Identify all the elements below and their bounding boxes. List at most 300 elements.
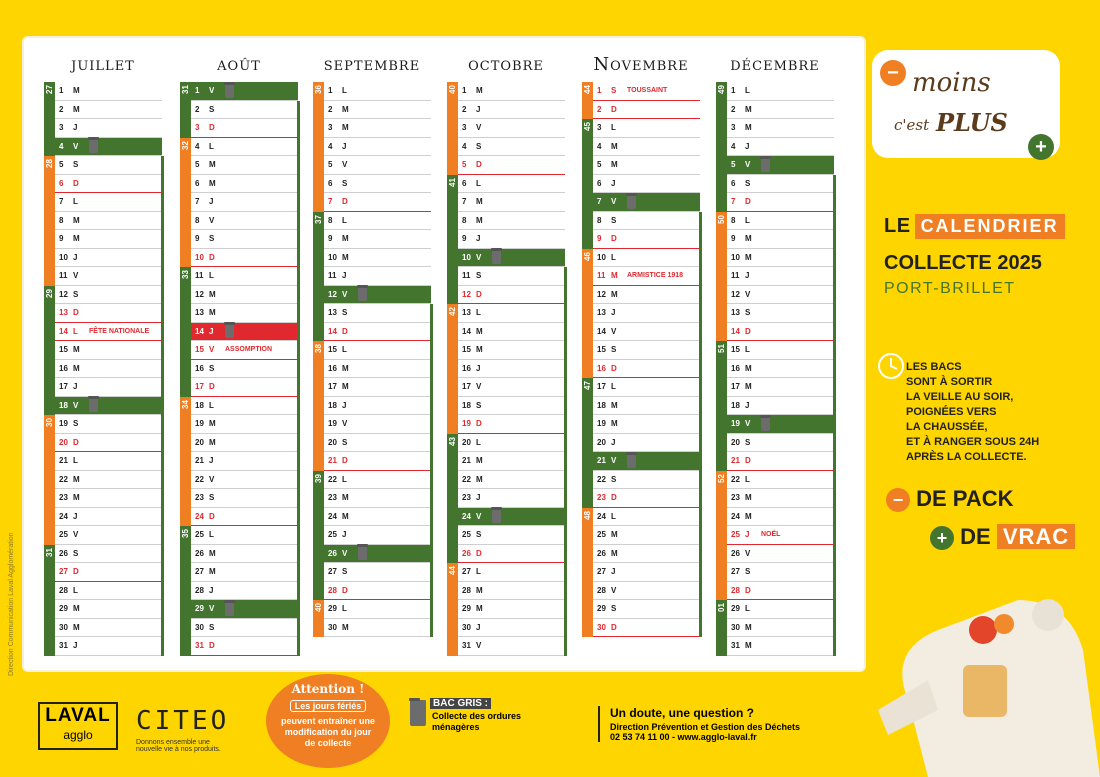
day-number: 22 bbox=[59, 474, 68, 484]
day-number: 5 bbox=[195, 160, 200, 170]
day-of-week: L bbox=[476, 567, 481, 577]
day-row bbox=[582, 563, 700, 582]
grey-bin-icon bbox=[492, 250, 501, 264]
day-of-week: L bbox=[73, 326, 78, 336]
day-of-week: D bbox=[342, 585, 348, 595]
day-row bbox=[180, 545, 298, 564]
day-number: 15 bbox=[731, 345, 740, 355]
day-of-week: M bbox=[73, 234, 80, 244]
week-number-bar bbox=[180, 138, 191, 268]
day-row bbox=[716, 600, 834, 619]
day-number: 27 bbox=[195, 567, 204, 577]
day-of-week: J bbox=[476, 104, 481, 114]
day-number: 7 bbox=[59, 197, 64, 207]
day-number: 11 bbox=[59, 271, 68, 281]
day-number: 11 bbox=[731, 271, 740, 281]
day-row bbox=[716, 489, 834, 508]
day-number: 14 bbox=[462, 326, 471, 336]
grey-bin-icon bbox=[358, 546, 367, 560]
day-number: 11 bbox=[597, 271, 606, 281]
day-of-week: V bbox=[342, 289, 348, 299]
grey-bin-icon bbox=[225, 602, 234, 616]
day-row bbox=[447, 267, 565, 286]
day-number: 6 bbox=[195, 178, 200, 188]
day-row bbox=[582, 286, 700, 305]
day-row bbox=[313, 360, 431, 379]
month-column bbox=[716, 48, 834, 656]
month-column bbox=[447, 48, 565, 656]
day-of-week: V bbox=[209, 474, 215, 484]
day-of-week: D bbox=[209, 641, 215, 651]
day-row bbox=[447, 471, 565, 490]
day-row bbox=[716, 82, 834, 101]
day-number: 25 bbox=[597, 530, 606, 540]
day-of-week: D bbox=[209, 123, 215, 133]
day-of-week: L bbox=[745, 604, 750, 614]
day-row bbox=[313, 230, 431, 249]
day-number: 10 bbox=[731, 252, 740, 262]
day-row bbox=[44, 156, 162, 175]
day-number: 3 bbox=[195, 123, 200, 133]
day-of-week: V bbox=[745, 160, 751, 170]
day-number: 17 bbox=[597, 382, 606, 392]
grey-bin-icon bbox=[225, 84, 234, 98]
day-row bbox=[313, 323, 431, 342]
day-row bbox=[44, 249, 162, 268]
day-number: 25 bbox=[731, 530, 740, 540]
logo-moins-text: moins bbox=[912, 68, 991, 98]
week-number-bar bbox=[447, 175, 458, 305]
day-of-week: J bbox=[745, 530, 750, 540]
day-of-week: D bbox=[73, 308, 79, 318]
week-number: 44 bbox=[448, 566, 457, 575]
week-number: 32 bbox=[181, 140, 190, 150]
week-number: 45 bbox=[583, 122, 592, 131]
day-number: 23 bbox=[462, 493, 471, 503]
pack-line-1: − DE PACK bbox=[886, 486, 1014, 512]
day-row bbox=[313, 526, 431, 545]
collection-period-line bbox=[297, 101, 300, 656]
day-of-week: V bbox=[73, 530, 79, 540]
day-of-week: V bbox=[611, 585, 617, 595]
day-of-week: D bbox=[611, 493, 617, 503]
day-number: 14 bbox=[731, 326, 740, 336]
day-of-week: D bbox=[73, 567, 79, 577]
day-of-week: M bbox=[476, 345, 483, 355]
day-number: 8 bbox=[59, 215, 64, 225]
day-row bbox=[582, 508, 700, 527]
day-row bbox=[313, 619, 431, 638]
day-number: 25 bbox=[195, 530, 204, 540]
minus-badge-icon: − bbox=[886, 488, 910, 512]
day-row bbox=[716, 563, 834, 582]
day-of-week: M bbox=[476, 326, 483, 336]
day-number: 28 bbox=[195, 585, 204, 595]
day-of-week: L bbox=[476, 308, 481, 318]
day-of-week: M bbox=[476, 215, 483, 225]
day-of-week: M bbox=[745, 493, 752, 503]
day-number: 20 bbox=[597, 437, 606, 447]
day-number: 18 bbox=[597, 400, 606, 410]
day-number: 3 bbox=[462, 123, 467, 133]
day-number: 9 bbox=[59, 234, 64, 244]
week-number: 50 bbox=[717, 214, 726, 224]
month-name: juillet bbox=[71, 54, 135, 75]
day-number: 13 bbox=[195, 308, 204, 318]
instruction-line: LA CHAUSSÉE, bbox=[906, 421, 988, 433]
day-of-week: S bbox=[209, 493, 215, 503]
day-of-week: M bbox=[476, 456, 483, 466]
day-row bbox=[180, 378, 298, 397]
day-row bbox=[180, 360, 298, 379]
day-row bbox=[447, 341, 565, 360]
day-of-week: L bbox=[209, 271, 214, 281]
week-number-bar bbox=[313, 600, 324, 637]
day-number: 19 bbox=[462, 419, 471, 429]
week-number-bar bbox=[44, 156, 55, 286]
day-of-week: J bbox=[73, 511, 78, 521]
day-row bbox=[716, 360, 834, 379]
day-of-week: L bbox=[611, 511, 616, 521]
day-row bbox=[716, 175, 834, 194]
week-number-bar bbox=[44, 415, 55, 545]
day-number: 22 bbox=[597, 474, 606, 484]
day-of-week: M bbox=[476, 197, 483, 207]
day-number: 2 bbox=[597, 104, 602, 114]
month-column bbox=[582, 48, 700, 637]
day-of-week: J bbox=[73, 382, 78, 392]
day-row bbox=[582, 619, 700, 638]
day-row bbox=[313, 193, 431, 212]
instruction-line: SONT À SORTIR bbox=[906, 376, 993, 388]
day-row bbox=[180, 526, 298, 545]
day-number: 16 bbox=[195, 363, 204, 373]
day-number: 14 bbox=[597, 326, 606, 336]
day-row bbox=[44, 360, 162, 379]
day-number: 6 bbox=[59, 178, 64, 188]
day-of-week: D bbox=[745, 326, 751, 336]
day-of-week: S bbox=[745, 437, 751, 447]
day-row bbox=[582, 526, 700, 545]
week-number: 41 bbox=[448, 177, 457, 187]
day-row bbox=[447, 600, 565, 619]
day-number: 3 bbox=[59, 123, 64, 133]
day-row bbox=[44, 619, 162, 638]
day-number: 16 bbox=[328, 363, 337, 373]
day-number: 5 bbox=[328, 160, 333, 170]
plus-badge-icon: + bbox=[930, 526, 954, 550]
day-of-week: M bbox=[342, 493, 349, 503]
day-row bbox=[447, 434, 565, 453]
day-number: 25 bbox=[328, 530, 337, 540]
day-of-week: S bbox=[611, 215, 617, 225]
day-row bbox=[716, 193, 834, 212]
week-number-bar bbox=[582, 508, 593, 638]
day-of-week: M bbox=[476, 86, 483, 96]
day-number: 22 bbox=[195, 474, 204, 484]
day-of-week: S bbox=[209, 622, 215, 632]
day-of-week: D bbox=[209, 252, 215, 262]
citeo-logo: CITEO Donnons ensemble une nouvelle vie à nos produits. bbox=[136, 706, 230, 753]
week-number: 36 bbox=[314, 85, 323, 94]
week-number-bar bbox=[313, 212, 324, 342]
day-row bbox=[447, 637, 565, 656]
day-number: 12 bbox=[195, 289, 204, 299]
day-number: 17 bbox=[462, 382, 471, 392]
day-row bbox=[582, 249, 700, 268]
day-of-week: M bbox=[611, 141, 618, 151]
week-number: 31 bbox=[45, 547, 54, 557]
grey-bin-icon bbox=[358, 287, 367, 301]
day-row bbox=[447, 304, 565, 323]
day-of-week: L bbox=[611, 123, 616, 133]
day-number: 25 bbox=[462, 530, 471, 540]
day-of-week: J bbox=[476, 622, 481, 632]
day-row bbox=[447, 323, 565, 342]
day-row bbox=[180, 249, 298, 268]
day-number: 24 bbox=[731, 511, 740, 521]
day-of-week: L bbox=[745, 345, 750, 355]
day-row bbox=[313, 415, 431, 434]
month-name: octobre bbox=[468, 54, 544, 75]
day-number: 8 bbox=[195, 215, 200, 225]
day-row bbox=[582, 119, 700, 138]
day-of-week: V bbox=[73, 141, 79, 151]
day-of-week: D bbox=[209, 382, 215, 392]
day-row bbox=[582, 397, 700, 416]
day-number: 1 bbox=[328, 86, 333, 96]
title-line-1: LE CALENDRIER bbox=[884, 214, 1065, 239]
day-row bbox=[180, 452, 298, 471]
day-row bbox=[582, 545, 700, 564]
day-of-week: V bbox=[745, 419, 751, 429]
moins-cest-plus-logo bbox=[872, 50, 1060, 158]
vrac-bag-illustration bbox=[868, 560, 1100, 777]
day-row bbox=[44, 212, 162, 231]
contact-block: Un doute, une question ? Direction Prévention et Gestion des Déchets 02 53 74 11 00 - www.agglo-laval.fr bbox=[598, 706, 800, 742]
day-number: 27 bbox=[462, 567, 471, 577]
day-number: 15 bbox=[59, 345, 68, 355]
day-of-week: J bbox=[342, 271, 347, 281]
day-of-week: S bbox=[611, 474, 617, 484]
day-number: 21 bbox=[597, 456, 606, 466]
day-number: 2 bbox=[462, 104, 467, 114]
day-row bbox=[582, 323, 700, 342]
day-number: 29 bbox=[59, 604, 68, 614]
day-number: 10 bbox=[597, 252, 606, 262]
day-of-week: M bbox=[476, 474, 483, 484]
day-of-week: D bbox=[611, 104, 617, 114]
day-of-week: M bbox=[342, 511, 349, 521]
day-number: 17 bbox=[731, 382, 740, 392]
day-of-week: V bbox=[611, 326, 617, 336]
day-of-week: J bbox=[611, 178, 616, 188]
day-number: 26 bbox=[328, 548, 337, 558]
day-row bbox=[716, 323, 834, 342]
day-of-week: D bbox=[73, 178, 79, 188]
day-of-week: M bbox=[73, 363, 80, 373]
day-number: 29 bbox=[328, 604, 337, 614]
day-number: 24 bbox=[59, 511, 68, 521]
week-number-bar bbox=[180, 526, 191, 656]
day-number: 16 bbox=[462, 363, 471, 373]
day-number: 30 bbox=[597, 622, 606, 632]
day-row bbox=[44, 526, 162, 545]
attention-badge: Attention ! Les jours fériés peuvent entraîner une modification du jour de collecte bbox=[266, 674, 390, 768]
instruction-line: APRÈS LA COLLECTE. bbox=[906, 451, 1027, 463]
day-number: 22 bbox=[328, 474, 337, 484]
day-number: 5 bbox=[59, 160, 64, 170]
day-of-week: D bbox=[745, 197, 751, 207]
day-of-week: J bbox=[342, 141, 347, 151]
day-row bbox=[44, 138, 162, 157]
day-row bbox=[447, 415, 565, 434]
day-row bbox=[180, 489, 298, 508]
day-of-week: M bbox=[611, 289, 618, 299]
day-row bbox=[582, 193, 700, 212]
day-number: 14 bbox=[59, 326, 68, 336]
day-row bbox=[716, 286, 834, 305]
day-of-week: M bbox=[73, 104, 80, 114]
day-of-week: V bbox=[476, 382, 482, 392]
day-of-week: M bbox=[342, 234, 349, 244]
day-number: 18 bbox=[731, 400, 740, 410]
day-row bbox=[44, 193, 162, 212]
day-row bbox=[313, 563, 431, 582]
week-number-bar bbox=[44, 82, 55, 156]
day-of-week: L bbox=[209, 400, 214, 410]
day-of-week: J bbox=[476, 234, 481, 244]
day-row bbox=[180, 508, 298, 527]
day-row bbox=[44, 415, 162, 434]
day-row bbox=[44, 545, 162, 564]
day-number: 21 bbox=[195, 456, 204, 466]
day-row bbox=[447, 212, 565, 231]
day-row bbox=[582, 600, 700, 619]
day-number: 8 bbox=[462, 215, 467, 225]
day-of-week: M bbox=[745, 622, 752, 632]
day-row bbox=[44, 304, 162, 323]
week-number-bar bbox=[716, 212, 727, 342]
day-row bbox=[44, 267, 162, 286]
day-number: 29 bbox=[597, 604, 606, 614]
day-row bbox=[582, 156, 700, 175]
day-row bbox=[44, 230, 162, 249]
day-of-week: V bbox=[209, 604, 215, 614]
day-number: 4 bbox=[328, 141, 333, 151]
day-number: 23 bbox=[597, 493, 606, 503]
month-name: septembre bbox=[323, 54, 421, 75]
day-row bbox=[447, 286, 565, 305]
day-number: 28 bbox=[328, 585, 337, 595]
day-of-week: V bbox=[611, 456, 617, 466]
day-row bbox=[313, 582, 431, 601]
day-number: 27 bbox=[731, 567, 740, 577]
day-row bbox=[44, 286, 162, 305]
day-of-week: M bbox=[745, 382, 752, 392]
day-row bbox=[582, 101, 700, 120]
day-number: 7 bbox=[195, 197, 200, 207]
day-of-week: L bbox=[476, 437, 481, 447]
day-number: 6 bbox=[597, 178, 602, 188]
day-of-week: L bbox=[745, 86, 750, 96]
day-of-week: S bbox=[476, 530, 482, 540]
day-number: 8 bbox=[328, 215, 333, 225]
holiday-label: NOËL bbox=[761, 531, 781, 539]
day-of-week: L bbox=[342, 604, 347, 614]
day-number: 20 bbox=[59, 437, 68, 447]
week-number-bar bbox=[447, 563, 458, 656]
day-row bbox=[313, 82, 431, 101]
day-number: 15 bbox=[462, 345, 471, 355]
day-row bbox=[582, 434, 700, 453]
day-of-week: L bbox=[342, 86, 347, 96]
day-number: 1 bbox=[597, 86, 602, 96]
day-of-week: V bbox=[476, 511, 482, 521]
week-number-bar bbox=[582, 119, 593, 249]
day-of-week: D bbox=[342, 197, 348, 207]
day-number: 5 bbox=[731, 160, 736, 170]
day-of-week: L bbox=[745, 215, 750, 225]
week-number: 52 bbox=[717, 473, 726, 483]
day-row bbox=[716, 304, 834, 323]
day-number: 11 bbox=[195, 271, 204, 281]
day-of-week: S bbox=[476, 400, 482, 410]
day-number: 8 bbox=[731, 215, 736, 225]
day-number: 23 bbox=[195, 493, 204, 503]
day-number: 20 bbox=[462, 437, 471, 447]
day-of-week: S bbox=[745, 308, 751, 318]
day-of-week: J bbox=[209, 585, 214, 595]
collection-period-line bbox=[430, 304, 433, 637]
day-row bbox=[716, 637, 834, 656]
day-row bbox=[716, 619, 834, 638]
day-number: 3 bbox=[731, 123, 736, 133]
day-number: 21 bbox=[462, 456, 471, 466]
day-number: 23 bbox=[731, 493, 740, 503]
day-number: 13 bbox=[462, 308, 471, 318]
day-of-week: M bbox=[745, 123, 752, 133]
day-row bbox=[447, 397, 565, 416]
day-row bbox=[447, 175, 565, 194]
pack-line-2: + DE VRAC bbox=[930, 524, 1075, 550]
day-number: 15 bbox=[195, 345, 204, 355]
day-of-week: M bbox=[73, 345, 80, 355]
week-number: 01 bbox=[717, 603, 726, 612]
day-of-week: L bbox=[342, 345, 347, 355]
day-row bbox=[447, 378, 565, 397]
day-number: 12 bbox=[597, 289, 606, 299]
day-number: 6 bbox=[731, 178, 736, 188]
week-number-bar bbox=[716, 341, 727, 471]
day-number: 1 bbox=[195, 86, 200, 96]
day-number: 10 bbox=[328, 252, 337, 262]
day-of-week: M bbox=[611, 271, 618, 281]
day-of-week: L bbox=[209, 530, 214, 540]
day-number: 26 bbox=[731, 548, 740, 558]
day-number: 7 bbox=[597, 197, 602, 207]
day-row bbox=[44, 397, 162, 416]
day-number: 30 bbox=[731, 622, 740, 632]
week-number-bar bbox=[180, 397, 191, 527]
day-row bbox=[313, 156, 431, 175]
day-number: 11 bbox=[328, 271, 337, 281]
day-row bbox=[313, 101, 431, 120]
day-number: 5 bbox=[597, 160, 602, 170]
day-number: 31 bbox=[462, 641, 471, 651]
day-of-week: M bbox=[342, 252, 349, 262]
day-of-week: D bbox=[73, 437, 79, 447]
